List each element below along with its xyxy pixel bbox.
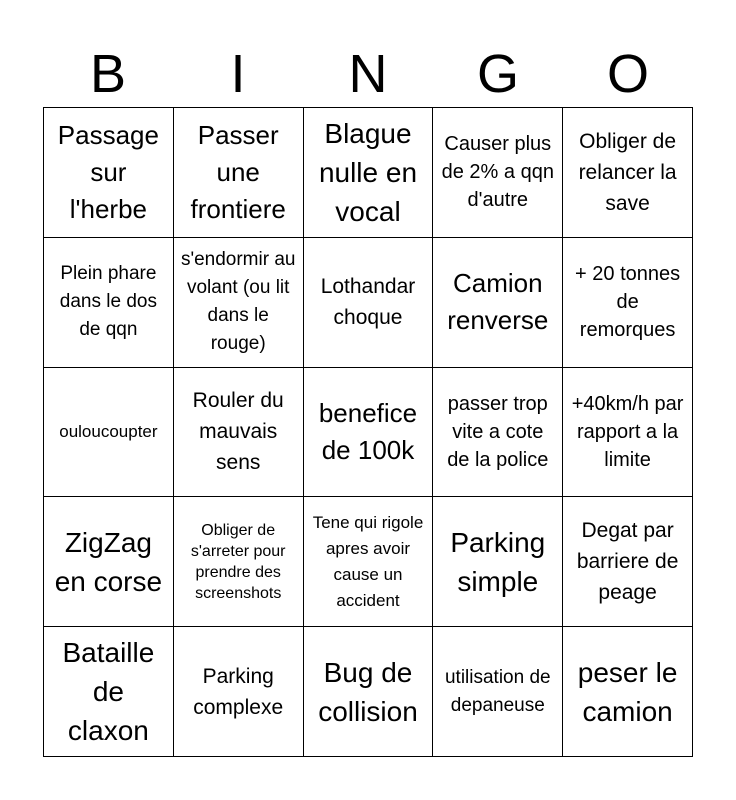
cell-text: utilisation de depaneuse — [444, 666, 551, 716]
cell-text: Lothandar choque — [320, 275, 416, 330]
cell-text: peser le camion — [577, 656, 678, 727]
bingo-grid — [43, 107, 693, 757]
cell-text: Bug de collision — [318, 656, 418, 727]
cell-text: Rouler du mauvais sens — [192, 389, 284, 475]
title-letter-i: I — [230, 44, 246, 104]
bingo-cell[interactable] — [174, 627, 304, 757]
bingo-cell[interactable] — [174, 368, 304, 498]
bingo-cell[interactable] — [174, 238, 304, 368]
bingo-cell[interactable] — [304, 627, 434, 757]
cell-text: s'endormir au volant (ou lit dans le rouge) — [180, 249, 296, 355]
title-letter-o: O — [606, 44, 649, 104]
bingo-cell[interactable] — [563, 368, 693, 498]
bingo-cell[interactable] — [433, 627, 563, 757]
bingo-cell[interactable] — [563, 497, 693, 627]
title-letter-b: B — [89, 44, 127, 104]
bingo-cell[interactable] — [304, 497, 434, 627]
bingo-cell[interactable] — [304, 238, 434, 368]
cell-text: Camion renverse — [447, 268, 549, 336]
cell-text: ouloucoupter — [59, 421, 158, 441]
cell-text: +40km/h par rapport a la limite — [571, 392, 684, 471]
cell-text: Tene qui rigole apres avoir cause un accident — [312, 512, 424, 610]
bingo-cell[interactable] — [174, 108, 304, 238]
bingo-cell[interactable] — [174, 497, 304, 627]
bingo-cell[interactable] — [433, 108, 563, 238]
cell-text: Bataille de claxon — [62, 637, 155, 747]
bingo-cell[interactable] — [433, 368, 563, 498]
bingo-cell[interactable] — [44, 238, 174, 368]
cell-text: Obliger de relancer la save — [578, 129, 677, 215]
bingo-cell[interactable] — [433, 238, 563, 368]
cell-text: + 20 tonnes de remorques — [575, 263, 681, 342]
title-letter-n: N — [348, 44, 388, 104]
bingo-cell[interactable] — [44, 368, 174, 498]
cell-text: Causer plus de 2% a qqn d'autre — [441, 133, 554, 212]
cell-text: benefice de 100k — [318, 397, 418, 465]
cell-text: ZigZag en corse — [54, 526, 163, 597]
bingo-cell[interactable] — [563, 627, 693, 757]
cell-text: Parking complexe — [193, 664, 284, 719]
cell-text: Obliger de s'arreter pour prendre des screenshots — [190, 521, 286, 602]
cell-text: Blague nulle en vocal — [318, 117, 418, 227]
cell-text: Degat par barriere de peage — [576, 519, 679, 605]
bingo-cell[interactable] — [433, 497, 563, 627]
cell-text: Plein phare dans le dos de qqn — [59, 263, 157, 341]
bingo-title — [43, 40, 693, 108]
bingo-cell[interactable] — [44, 497, 174, 627]
cell-text: passer trop vite a cote de la police — [447, 392, 549, 471]
bingo-cell[interactable] — [304, 368, 434, 498]
title-letter-g: G — [476, 44, 519, 104]
bingo-cell[interactable] — [563, 238, 693, 368]
bingo-cell[interactable] — [44, 627, 174, 757]
bingo-cell[interactable] — [304, 108, 434, 238]
bingo-cell[interactable] — [563, 108, 693, 238]
cell-text: Passage sur l'herbe — [57, 119, 159, 224]
cell-text: Passer une frontiere — [190, 119, 286, 224]
cell-text: Parking simple — [450, 526, 546, 597]
bingo-cell[interactable] — [44, 108, 174, 238]
